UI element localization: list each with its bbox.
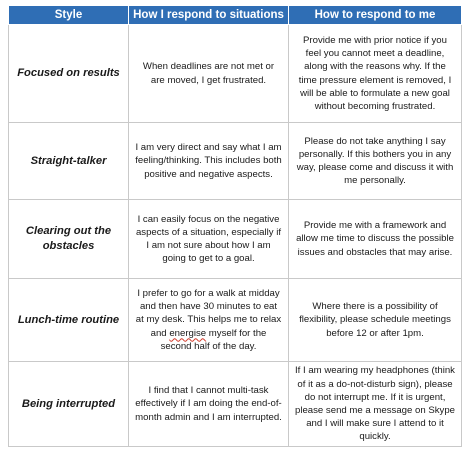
style-cell: Straight-talker [9, 123, 129, 200]
respond-cell: Provide me with prior notice if you feel you cannot meet a deadline, along with the reasons why. If the time pressure element is removed, I will be able to formulate a new goal without becoming frustrated. [289, 25, 462, 123]
style-cell: Focused on results [9, 25, 129, 123]
communication-styles-document [8, 5, 461, 447]
respond-cell: If I am wearing my headphones (think of it as a do-not-disturb sign), please do not interrupt me. If it is urgent, please send me a message on Skype and I will make sure I attend to it quickly. [289, 362, 462, 447]
table-header-row [9, 6, 462, 25]
table-row [9, 25, 462, 123]
situations-cell: I am very direct and say what I am feeling/thinking. This includes both positive and negative aspects. [129, 123, 289, 200]
table-row [9, 362, 462, 447]
header-respond-to-situations: How I respond to situations [129, 6, 289, 25]
situations-cell: I can easily focus on the negative aspects of a situation, especially if I am not sure about how I am going to get to a goal. [129, 200, 289, 279]
table-row [9, 200, 462, 279]
respond-cell: Please do not take anything I say personally. If this bothers you in any way, please come and discuss it with me personally. [289, 123, 462, 200]
situations-cell [129, 279, 289, 362]
style-cell: Clearing out the obstacles [9, 200, 129, 279]
table-row [9, 279, 462, 362]
header-respond-to-me: How to respond to me [289, 6, 462, 25]
style-cell: Lunch-time routine [9, 279, 129, 362]
respond-cell: Provide me with a framework and allow me time to discuss the possible issues and obstacles that may arise. [289, 200, 462, 279]
style-cell: Being interrupted [9, 362, 129, 447]
situations-cell: When deadlines are not met or are moved, I get frustrated. [129, 25, 289, 123]
situations-cell: I find that I cannot multi-task effectively if I am doing the end-of-month admin and I am interrupted. [129, 362, 289, 447]
respond-cell: Where there is a possibility of flexibility, please schedule meetings before 12 or after 1pm. [289, 279, 462, 362]
situations-text: myself for the second half of the day. [160, 327, 267, 352]
header-style: Style [9, 6, 129, 25]
table-row [9, 123, 462, 200]
spellcheck-flagged-word: energise [169, 327, 207, 339]
communication-styles-table [8, 5, 462, 447]
situations-text: I prefer to go for a walk at midday and then have 30 minutes to eat at my desk. This helps me to relax and [135, 287, 282, 339]
